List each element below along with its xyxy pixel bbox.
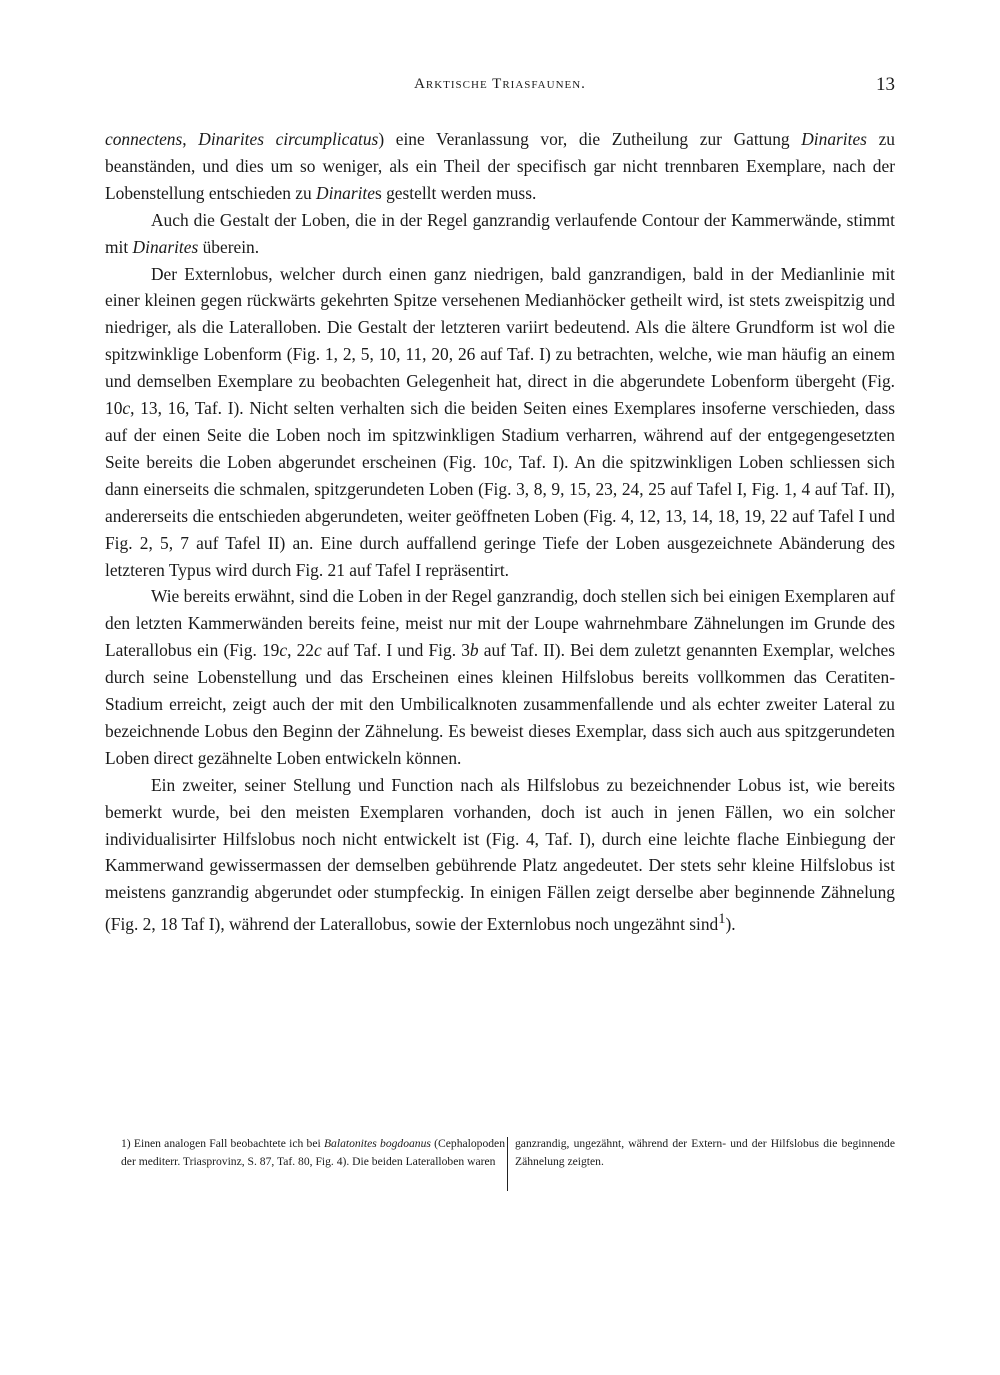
genus-name: Dinarite bbox=[316, 182, 375, 203]
paragraph-3 bbox=[105, 261, 895, 584]
text-run: auf Taf. II). Bei dem zuletzt genannten Exemplar, welches durch seine Lobenstellung und das Erscheinen eines kleinen Hilfslobus bereits vollkommen das Ceratiten-Stadium erreicht, zeigt auch der mit den Umbilicalknoten zusammenfallende und als echter zweiter Lateral zu bezeichnende Lobus den Beginn der Zähnelung. Es beweist dieses Exemplar, dass sich auch aus spitzgerundeten Loben direct gezähnelte Loben entwickeln können. bbox=[105, 640, 896, 768]
figure-letter: c bbox=[500, 451, 509, 472]
text-run: (Cephalopoden der mediterr. Triasprovinz, S. 87, Taf. 80, Fig. 4). Die beiden Lateralloben waren bbox=[121, 1137, 505, 1168]
text-run: ) eine Veranlassung vor, die Zutheilung zur Gattung bbox=[378, 129, 802, 149]
species-name: Balatonites bogdoanus bbox=[323, 1137, 431, 1150]
footnote-right-column: ganzrandig, ungezähnt, während der Extern- und der Hilfslobus die beginnende Zähnelung zeigten. bbox=[515, 1137, 895, 1168]
main-text bbox=[105, 126, 895, 938]
text-run: , Taf. I). An die spitzwinkligen Loben schliessen sich dann einerseits die schmalen, spitzgerundeten Loben (Fig. 3, 8, 9, 15, 23, 24, 25 auf Tafel I, Fig. 1, 4 auf Taf. II), andererseits die entschieden abgerundeten, weiter geöffneten Loben (Fig. 4, 12, 13, 14, 18, 19, 22 auf Tafel I und Fig. 2, 5, 7 auf Tafel II) an. Eine durch auffallend geringe Tiefe der Loben ausgezeichnete Abänderung des letzteren Typus wird durch Fig. 21 auf Tafel I repräsentirt. bbox=[105, 451, 895, 580]
paragraph-4 bbox=[105, 583, 895, 771]
footnote bbox=[105, 1135, 895, 1195]
text-run: auf Taf. I und Fig. 3 bbox=[321, 640, 470, 661]
running-head: Arktische Triasfaunen. bbox=[414, 76, 586, 92]
text-run: zu beanständen, und dies um so weniger, als ein Theil der specifisch gar nicht trennbaren Exemplare, nach der Lobenstellung entschieden zu bbox=[105, 129, 896, 203]
text-run: Wie bereits erwähnt, sind die Loben in der Regel ganzrandig, doch stellen sich bei einigen Exemplaren auf den letzten Kammerwänden bereits feine, meist nur mit der Loupe wahrnehmbare Zähnelungen im Grunde des Laterallobus ein (Fig. 19 bbox=[105, 586, 895, 661]
text-run: überein. bbox=[198, 236, 260, 257]
text-run: s gestellt werden muss. bbox=[374, 182, 537, 203]
footnote-column-divider bbox=[507, 1137, 508, 1191]
text-run: Auch die Gestalt der Loben, die in der Regel ganzrandig verlaufende Contour der Kammerwände, stimmt mit bbox=[105, 209, 895, 257]
species-name: Dinarites circumplicatus bbox=[198, 129, 379, 149]
text-run: , 13, 16, Taf. I). Nicht selten verhalten sich die beiden Seiten eines Exemplares insoferne verschieden, dass auf der einen Seite die Loben noch im spitzwinkligen Stadium verharren, während auf der entgegengesetzten Seite bereits die Loben abgerundet erscheinen (Fig. 10 bbox=[105, 398, 895, 472]
paragraph-1 bbox=[105, 126, 895, 207]
page-header bbox=[105, 76, 895, 106]
text-run: ). bbox=[725, 914, 736, 935]
text-run: , bbox=[182, 129, 199, 149]
page-number: 13 bbox=[876, 74, 895, 95]
footnote-left-column bbox=[121, 1135, 505, 1170]
paragraph-2 bbox=[105, 207, 895, 261]
figure-letter: c bbox=[279, 640, 288, 661]
text-run: 1) Einen analogen Fall beobachtete ich bei bbox=[121, 1137, 324, 1150]
paragraph-5 bbox=[105, 772, 895, 938]
species-name: connectens bbox=[105, 129, 183, 149]
figure-letter: c bbox=[313, 640, 322, 661]
genus-name: Dinarites bbox=[132, 236, 199, 257]
text-run: Ein zweiter, seiner Stellung und Function nach als Hilfslobus zu bezeichnender Lobus ist, wie bereits bemerkt wurde, bei den meisten Exemplaren vorhanden, doch ist auch in jenen Fällen, wo ein solcher individualisirter Hilfslobus noch nicht entwickelt ist (Fig. 4, Taf. I), durch eine leichte flache Einbiegung der Kammerwand gewissermassen der demselben gebührende Platz angedeutet. Der stets sehr kleine Hilfslobus ist meistens ganzrandig abgerundet oder stumpfeckig. In einigen Fällen zeigt derselbe aber beginnende Zähnelung (Fig. 2, 18 Taf I), während der Laterallobus, sowie der Externlobus noch ungezähnt sind bbox=[105, 774, 895, 935]
text-run: , 22 bbox=[287, 640, 314, 661]
genus-name: Dinarites bbox=[801, 129, 867, 149]
footnote-marker: 1 bbox=[718, 911, 726, 928]
text-run: Der Externlobus, welcher durch einen ganz niedrigen, bald ganzrandigen, bald in der Medianlinie mit einer kleinen gegen rückwärts gekehrten Spitze versehenen Medianhöcker getheilt wird, ist stets zweispitzig und niedriger, als die Lateralloben. Die Gestalt der letzteren variirt bedeutend. Als die ältere Grundform ist wol die spitzwinklige Lobenform (Fig. 1, 2, 5, 10, 11, 20, 26 auf Taf. I) zu betrachten, welche, wie man häufig an einem und demselben Exemplare zu beobachten Gelegenheit hat, direct in die abgerundete Lobenform übergeht (Fig. 10 bbox=[105, 263, 895, 419]
figure-letter: c bbox=[122, 398, 131, 419]
figure-letter: b bbox=[469, 640, 479, 661]
